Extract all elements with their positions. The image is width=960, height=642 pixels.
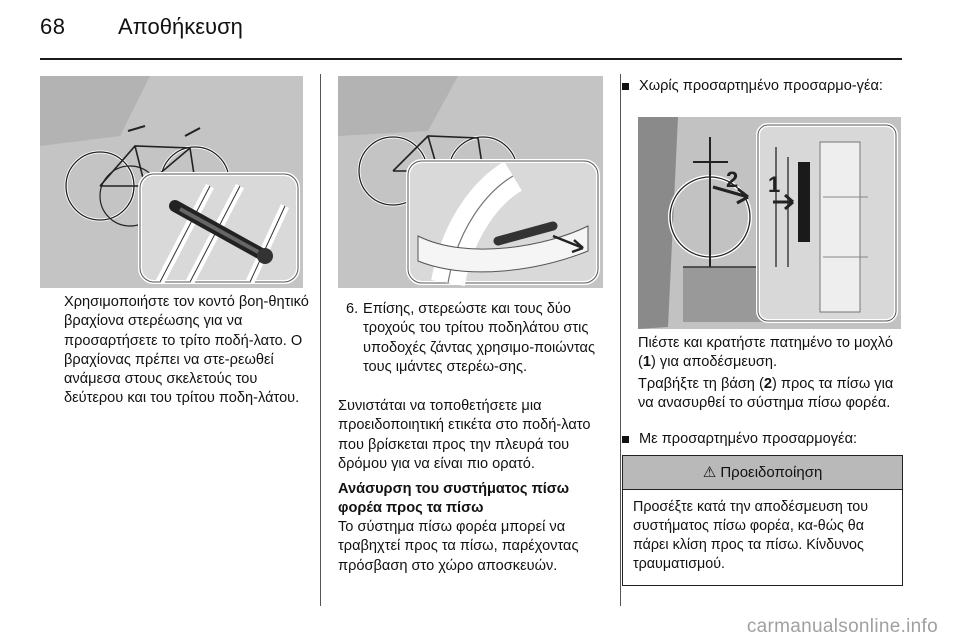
warning-box — [622, 455, 903, 586]
figure-label-1: 1 — [768, 172, 781, 197]
section-paragraph: Το σύστημα πίσω φορέα μπορεί να τραβηχτεί προς τα πίσω, παρέχοντας πρόσβαση στο χώρο αποσκευών. — [338, 519, 579, 574]
page-title: Αποθήκευση — [118, 14, 243, 39]
bullet-with-adapter — [622, 430, 902, 449]
bullet-with-adapter-text: Με προσαρτημένο προσαρμογέα: — [639, 431, 858, 447]
note-paragraph: Συνιστάται να τοποθετήσετε μια προειδοποιητική ετικέτα στο ποδή-λατο που βρίσκεται προς την πλευρά του δρόμου για να είναι πιο ορατό. — [338, 398, 591, 472]
step-6-number: 6. — [346, 301, 359, 317]
wheel-strap-illustration — [338, 76, 603, 288]
column-divider-2 — [620, 74, 621, 606]
bullet-without-adapter-text: Χωρίς προσαρτημένο προσαρμο-γέα: — [639, 78, 883, 94]
warning-header — [623, 456, 902, 490]
header-rule — [40, 58, 902, 60]
warning-title: Προειδοποίηση — [720, 464, 823, 481]
bullet-square-icon — [622, 436, 629, 443]
press-lever-ref: 1 — [642, 354, 651, 371]
pull-base-ref: 2 — [763, 376, 772, 392]
page-header — [40, 14, 243, 40]
release-lever-illustration — [638, 117, 901, 329]
bullet-square-icon — [622, 83, 629, 90]
column-divider-1 — [320, 74, 321, 606]
bullet-without-adapter — [622, 77, 902, 96]
warning-text: Προσέξτε κατά την αποδέσμευση του συστήματος πίσω φορέα, κα-θώς θα πάρει κλίση προς τα πίσω. Κίνδυνος τραυματισμού. — [633, 499, 869, 572]
figure-label-2: 2 — [726, 167, 739, 192]
step-6-text: Επίσης, στερεώστε και τους δύο τροχούς του τρίτου ποδηλάτου στις υποδοχές ζάντας χρησιμο-ποιώντας τους ιμάντες στερέω-σης. — [363, 301, 595, 375]
warning-triangle-icon: ⚠ — [702, 464, 717, 481]
press-lever-text-end: ) για αποδέσμευση. — [651, 354, 778, 371]
pull-base-paragraph — [638, 375, 904, 414]
watermark: carmanualsonline.info — [746, 616, 938, 637]
section-heading: Ανάσυρση του συστήματος πίσω φορέα προς τα πίσω — [338, 481, 570, 517]
col1-paragraph: Χρησιμοποιήστε τον κοντό βοη-θητικό βραχίονα στερέωσης για να προσαρτήσετε το τρίτο ποδή-λατο. Ο βραχίονας πρέπει να στε-ρεωθεί ανάμεσα στους σκελετούς του δεύτερου και του τρίτου ποδη-λάτου. — [64, 294, 309, 407]
step-6 — [338, 300, 608, 377]
press-lever-paragraph — [638, 334, 904, 373]
pull-base-text-end: ) προς τα πίσω για να ανασυρθεί το σύστημα πίσω φορέα. — [638, 376, 894, 412]
bike-carrier-arm-illustration — [40, 76, 303, 288]
press-lever-text: Πιέστε και κρατήστε πατημένο το μοχλό ( — [638, 335, 893, 371]
page-number: 68 — [40, 14, 66, 39]
pull-base-text: Τραβήξτε τη βάση ( — [638, 376, 764, 392]
